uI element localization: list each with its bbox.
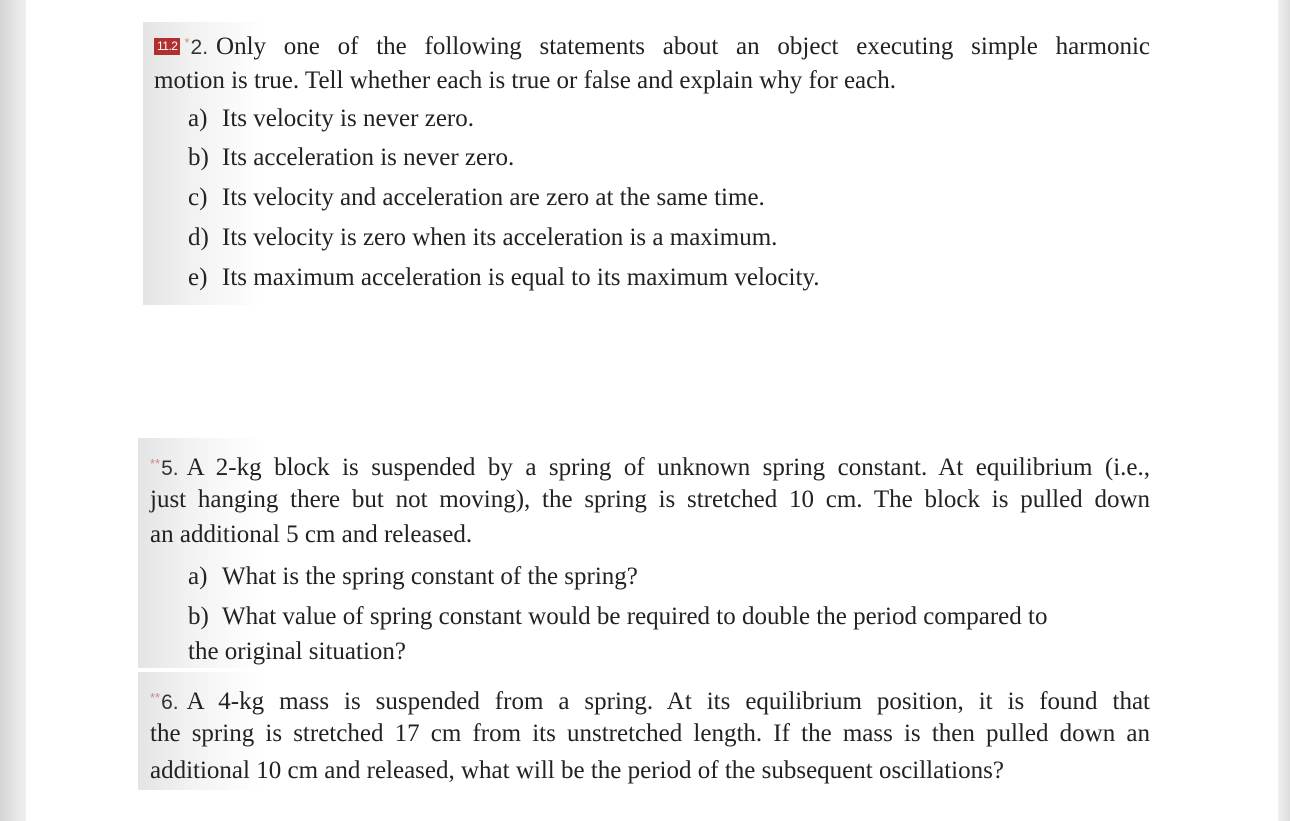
problem-2-item-e: [188, 263, 820, 293]
problem-5-text-line-3: an additional 5 cm and released.: [150, 521, 473, 548]
item-letter: b): [188, 603, 209, 630]
problem-6-text-line-1: A 4-kg mass is suspended from a spring. At its equilibrium position, it is found that: [186, 688, 1150, 715]
problem-5-text-line-2: just hanging there but not moving), the spring is stretched 10 cm. The block is pulled down: [150, 486, 1150, 513]
problem-2-item-c: [188, 183, 765, 213]
problem-2-text-line-1: Only one of the following statements about an object executing simple harmonic: [216, 33, 1150, 60]
item-text: What value of spring constant would be required to double the period compared to: [222, 603, 1048, 630]
item-letter: d): [188, 224, 209, 251]
problem-number: 5.: [161, 457, 179, 480]
item-letter: a): [188, 105, 208, 132]
problem-2-first-line: [154, 28, 1150, 63]
problem-5-item-b-continuation: the original situation?: [188, 638, 407, 665]
problem-2-item-b: [188, 143, 514, 173]
problem-2-text-line-2: motion is true. Tell whether each is true or false and explain why for each.: [154, 67, 896, 94]
problem-2-item-a: [188, 104, 474, 134]
problem-5-first-line: [150, 449, 1150, 484]
difficulty-marker: **: [150, 690, 161, 705]
item-letter: b): [188, 144, 209, 171]
problem-5-item-a: [188, 562, 638, 592]
problem-5-text-line-1: A 2-kg block is suspended by a spring of unknown spring constant. At equilibrium (i.e.,: [186, 454, 1150, 481]
problem-6-text-line-2: the spring is stretched 17 cm from its unstretched length. If the mass is then pulled down an: [150, 720, 1150, 747]
page-left-edge-shadow: [0, 0, 26, 821]
item-text: Its maximum acceleration is equal to its maximum velocity.: [222, 264, 820, 291]
item-letter: c): [188, 184, 208, 211]
item-text: What is the spring constant of the spring?: [222, 563, 638, 590]
difficulty-marker: **: [150, 456, 161, 471]
item-text: Its velocity is never zero.: [222, 105, 474, 132]
problem-number: 6.: [161, 691, 179, 714]
page-right-edge-shadow: [1278, 0, 1290, 821]
problem-6-first-line: [150, 683, 1150, 718]
section-badge: 11.2: [154, 38, 180, 55]
item-text: Its velocity and acceleration are zero at the same time.: [222, 184, 765, 211]
problem-number: 2.: [190, 36, 209, 59]
item-text: Its acceleration is never zero.: [222, 144, 515, 171]
item-text: Its velocity is zero when its acceleration is a maximum.: [222, 224, 778, 251]
problem-5-item-b: [188, 602, 1047, 632]
problem-6-text-line-3: additional 10 cm and released, what will be the period of the subsequent oscillations?: [150, 757, 1004, 784]
item-letter: e): [188, 264, 208, 291]
difficulty-marker: *: [184, 35, 190, 50]
problem-2-item-d: [188, 223, 777, 253]
item-letter: a): [188, 563, 208, 590]
